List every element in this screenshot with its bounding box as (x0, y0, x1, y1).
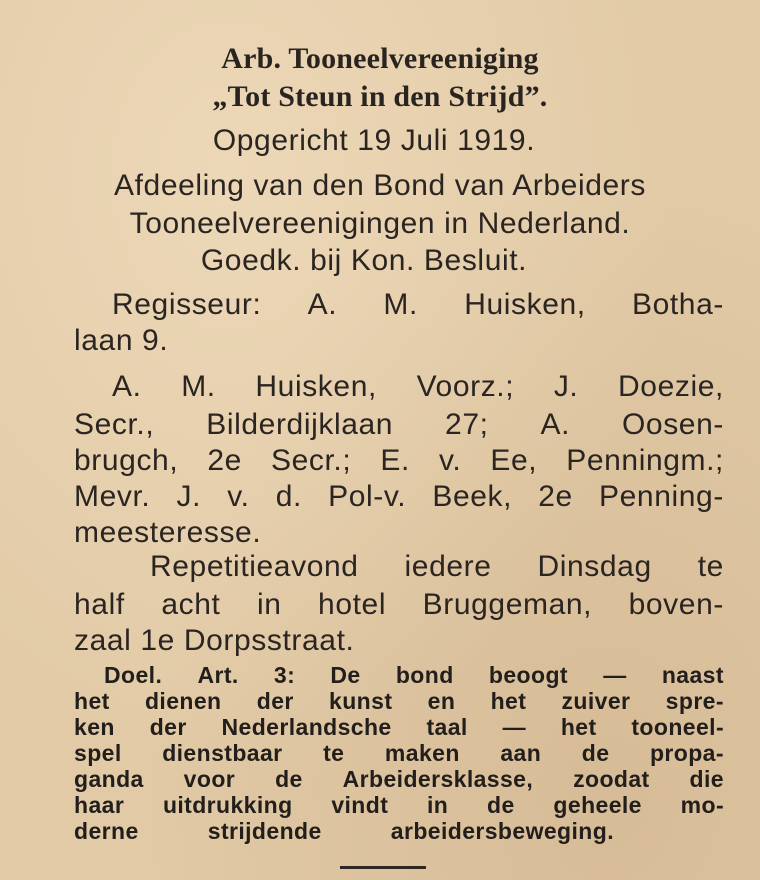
word: v. (438, 444, 462, 477)
word: kunst (329, 688, 393, 714)
word: naast (661, 662, 724, 688)
word: te (697, 550, 724, 583)
word: Bruggeman, (422, 588, 593, 621)
word: mo- (680, 792, 724, 818)
word: Beek, (432, 480, 513, 513)
word: d. (275, 480, 302, 513)
word: spel (74, 740, 122, 766)
word: zoodat (573, 766, 650, 792)
word: Penning- (599, 480, 724, 513)
word: uitdrukking (162, 792, 293, 818)
word: het (560, 714, 597, 740)
word: De (330, 662, 361, 688)
word: het (490, 688, 527, 714)
director-line-1 (112, 290, 724, 320)
word: 2e (538, 480, 573, 513)
word: zuiver (561, 688, 631, 714)
word: Doel. (104, 662, 163, 688)
word: der (256, 688, 294, 714)
founded-line: Opgericht 19 Juli 1919. (212, 124, 536, 157)
word: A. (540, 408, 571, 441)
rehearsal-line-3: zaal 1e Dorpsstraat. (74, 624, 355, 657)
word: taal (426, 714, 468, 740)
goal-line-5 (74, 768, 724, 791)
rehearsal-line-1 (150, 552, 724, 582)
word: Huisken, (255, 370, 377, 403)
goal-line-4 (74, 742, 724, 765)
word: tooneel- (631, 714, 724, 740)
word: ken (74, 714, 115, 740)
word: beoogt (488, 662, 568, 688)
word: propa- (649, 740, 724, 766)
word: M. (383, 288, 418, 321)
word: A. (112, 370, 142, 403)
org-motto-line: „Tot Steun in den Strijd”. (212, 80, 548, 113)
word: Doezie, (618, 370, 724, 403)
word: Mevr. (74, 480, 151, 513)
board-line-1 (112, 372, 724, 402)
goal-line-6 (74, 794, 724, 817)
word: derne (74, 818, 139, 844)
word: arbeidersbeweging. (390, 818, 614, 844)
word: iedere (404, 550, 492, 583)
rehearsal-line-2 (74, 590, 724, 620)
word: aan (500, 740, 542, 766)
goal-line-1 (104, 664, 724, 687)
word: Pol-v. (328, 480, 407, 513)
word: geheele (553, 792, 642, 818)
word: de (487, 792, 515, 818)
org-name-line: Arb. Tooneelvereeniging (221, 42, 539, 75)
word: 3: (273, 662, 296, 688)
word: — (603, 662, 627, 688)
word: A. (307, 288, 338, 321)
affiliation-line-1: Afdeeling van den Bond van Arbeiders (114, 169, 646, 202)
word: J. (553, 370, 579, 403)
word: voor (183, 766, 236, 792)
word: Nederlandsche (221, 714, 392, 740)
word: 2e (207, 444, 242, 477)
word: Arbeidersklasse, (342, 766, 534, 792)
word: spre- (665, 688, 724, 714)
word: E. (380, 444, 410, 477)
word: die (689, 766, 724, 792)
word: het (74, 688, 110, 714)
word: Bilderdijklaan (206, 408, 394, 441)
board-line-3 (74, 446, 724, 476)
word: hotel (318, 588, 387, 621)
board-line-2 (74, 410, 724, 440)
closing-rule (340, 866, 426, 869)
word: en (427, 688, 456, 714)
word: M. (181, 370, 216, 403)
word: Huisken, (464, 288, 586, 321)
word: der (149, 714, 187, 740)
word: maken (384, 740, 460, 766)
word: ganda (74, 766, 144, 792)
word: Voorz.; (416, 370, 515, 403)
affiliation-line-2: Tooneelvereenigingen in Nederland. (129, 207, 631, 240)
word: boven- (628, 588, 724, 621)
word: half (74, 588, 125, 621)
word: Oosen- (621, 408, 724, 441)
word: acht (161, 588, 221, 621)
word: strijdende (207, 818, 322, 844)
board-line-5: meesteresse. (74, 516, 262, 549)
word: brugch, (74, 444, 179, 477)
word: — (502, 714, 526, 740)
goal-line-7 (74, 820, 614, 843)
word: dienen (144, 688, 222, 714)
director-line-2: laan 9. (74, 324, 169, 357)
word: haar (74, 792, 125, 818)
word: dienstbaar (162, 740, 283, 766)
word: Repetitieavond (150, 550, 359, 583)
word: bond (395, 662, 454, 688)
word: Secr., (74, 408, 155, 441)
goal-line-2 (74, 690, 724, 713)
word: Botha- (631, 288, 724, 321)
word: Ee, (490, 444, 538, 477)
word: v. (227, 480, 250, 513)
word: Regisseur: (112, 288, 262, 321)
word: Art. (197, 662, 239, 688)
word: de (581, 740, 610, 766)
word: in (427, 792, 449, 818)
approval-line: Goedk. bij Kon. Besluit. (200, 244, 528, 277)
word: te (323, 740, 345, 766)
word: 27; (445, 408, 489, 441)
word: de (275, 766, 303, 792)
goal-line-3 (74, 716, 724, 739)
word: J. (176, 480, 202, 513)
word: Secr.; (270, 444, 352, 477)
word: in (256, 588, 282, 621)
word: Penningm.; (566, 444, 724, 477)
word: vindt (331, 792, 389, 818)
word: Dinsdag (537, 550, 652, 583)
board-line-4 (74, 482, 724, 512)
